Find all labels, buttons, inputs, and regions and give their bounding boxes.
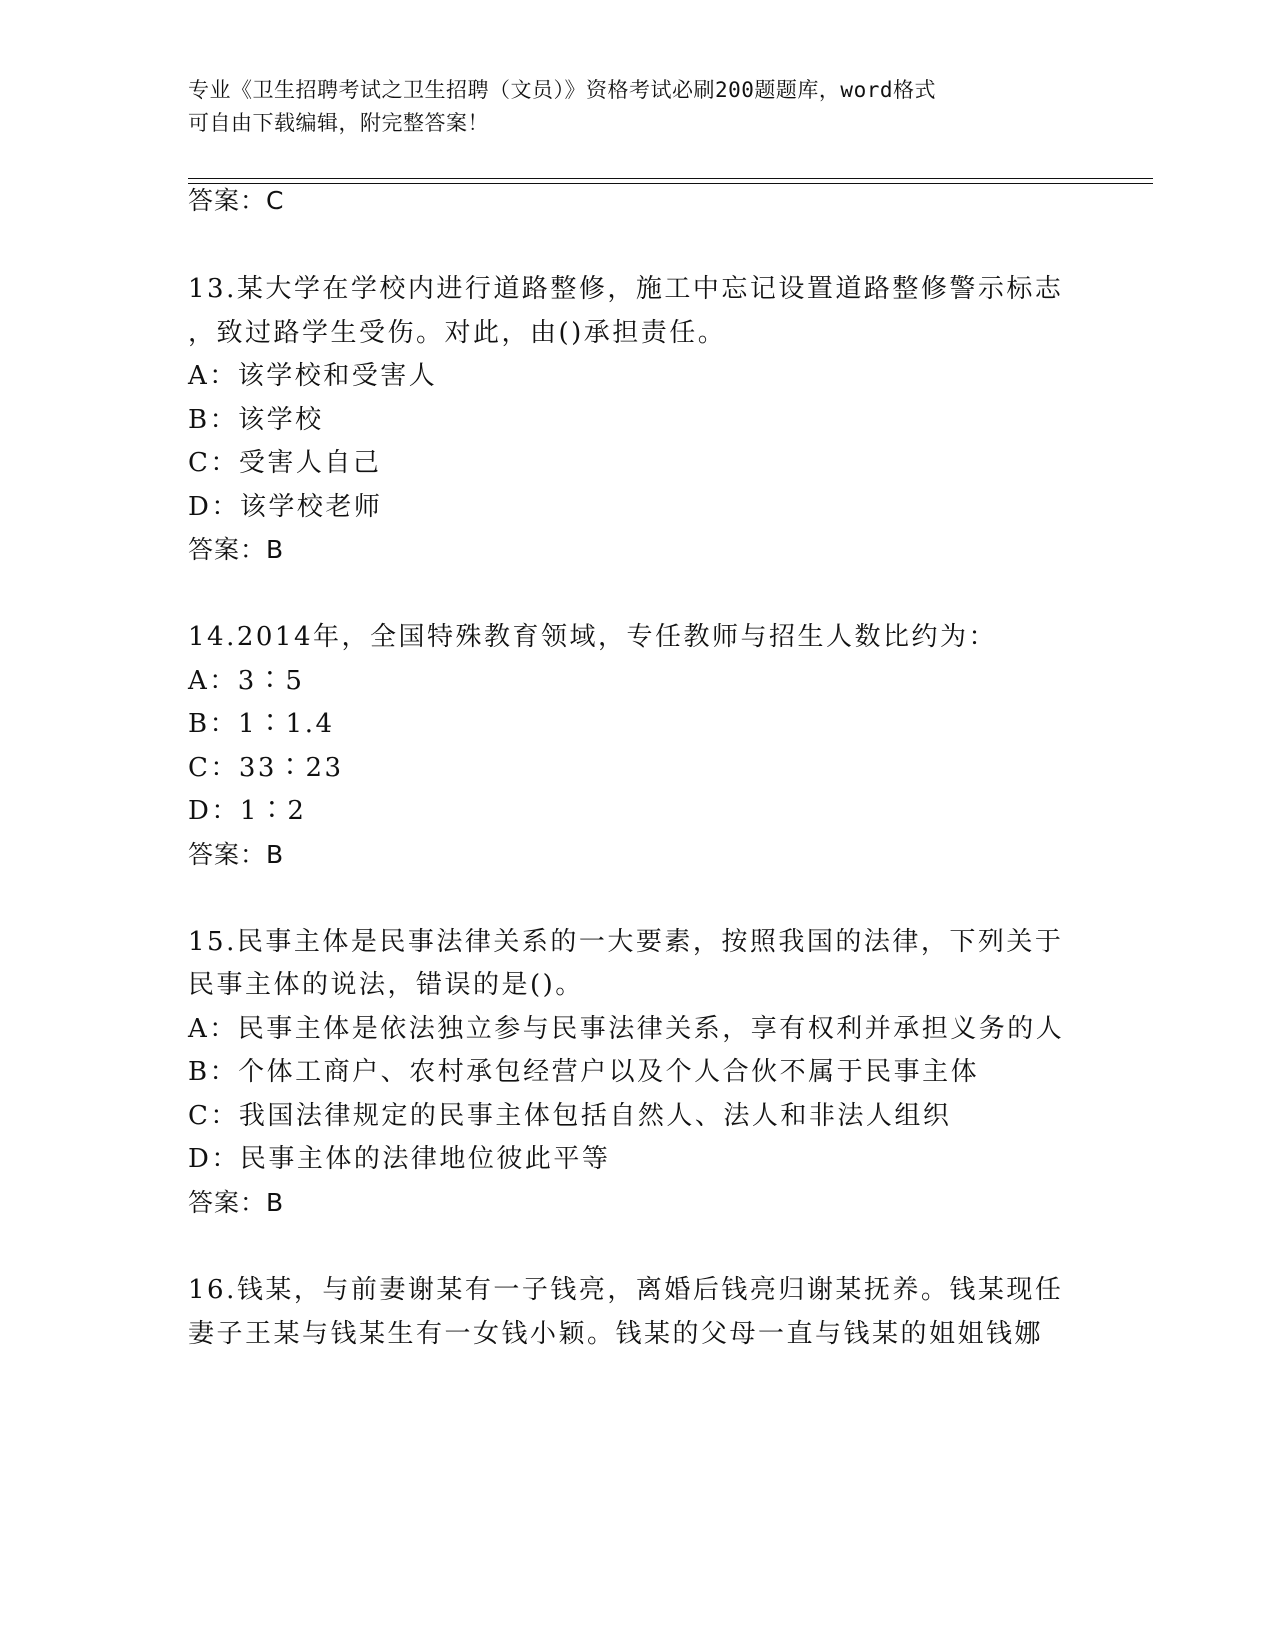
question-15-option-c: C：我国法律规定的民事主体包括自然人、法人和非法人组织 xyxy=(188,1101,952,1131)
question-15-option-a: A：民事主体是依法独立参与民事法律关系，享有权利并承担义务的人 xyxy=(188,1014,1065,1044)
question-14-option-c: C：33∶23 xyxy=(188,753,344,783)
header-divider-top xyxy=(188,178,1153,179)
header-line-2: 可自由下载编辑，附完整答案！ xyxy=(188,111,489,135)
question-13-stem-line-1: 13.某大学在学校内进行道路整修，施工中忘记设置道路整修警示标志 xyxy=(188,274,1064,304)
question-13-stem-line-2: ，致过路学生受伤。对此，由()承担责任。 xyxy=(188,318,727,348)
question-16-stem-line-1: 16.钱某，与前妻谢某有一子钱亮，离婚后钱亮归谢某抚养。钱某现任 xyxy=(188,1275,1064,1305)
document-header xyxy=(188,74,1068,140)
question-13-option-c: C：受害人自己 xyxy=(188,448,382,478)
question-15-stem-line-2: 民事主体的说法，错误的是()。 xyxy=(188,970,584,1000)
question-15-option-d: D：民事主体的法律地位彼此平等 xyxy=(188,1144,611,1174)
answer-14: 答案：B xyxy=(188,840,285,869)
question-16-stem-line-2: 妻子王某与钱某生有一女钱小颖。钱某的父母一直与钱某的姐姐钱娜 xyxy=(188,1319,1044,1349)
answer-12: 答案：C xyxy=(188,186,285,215)
question-14-option-b: B：1∶1.4 xyxy=(188,709,335,739)
question-13-option-a: A：该学校和受害人 xyxy=(188,361,438,391)
question-14-option-d: D：1∶2 xyxy=(188,796,307,826)
header-line-1: 专业《卫生招聘考试之卫生招聘（文员）》资格考试必刷200题题库，word格式 xyxy=(188,78,936,102)
header-divider-bottom xyxy=(188,183,1153,184)
answer-13: 答案：B xyxy=(188,535,285,564)
answer-15: 答案：B xyxy=(188,1188,285,1217)
question-14-stem-line-1: 14.2014年，全国特殊教育领域，专任教师与招生人数比约为： xyxy=(188,622,998,652)
question-15-stem-line-1: 15.民事主体是民事法律关系的一大要素，按照我国的法律，下列关于 xyxy=(188,927,1064,957)
question-13-option-b: B：该学校 xyxy=(188,405,324,435)
question-15-option-b: B：个体工商户、农村承包经营户以及个人合伙不属于民事主体 xyxy=(188,1057,980,1087)
question-13-option-d: D：该学校老师 xyxy=(188,492,383,522)
question-14-option-a: A：3∶5 xyxy=(188,666,305,696)
